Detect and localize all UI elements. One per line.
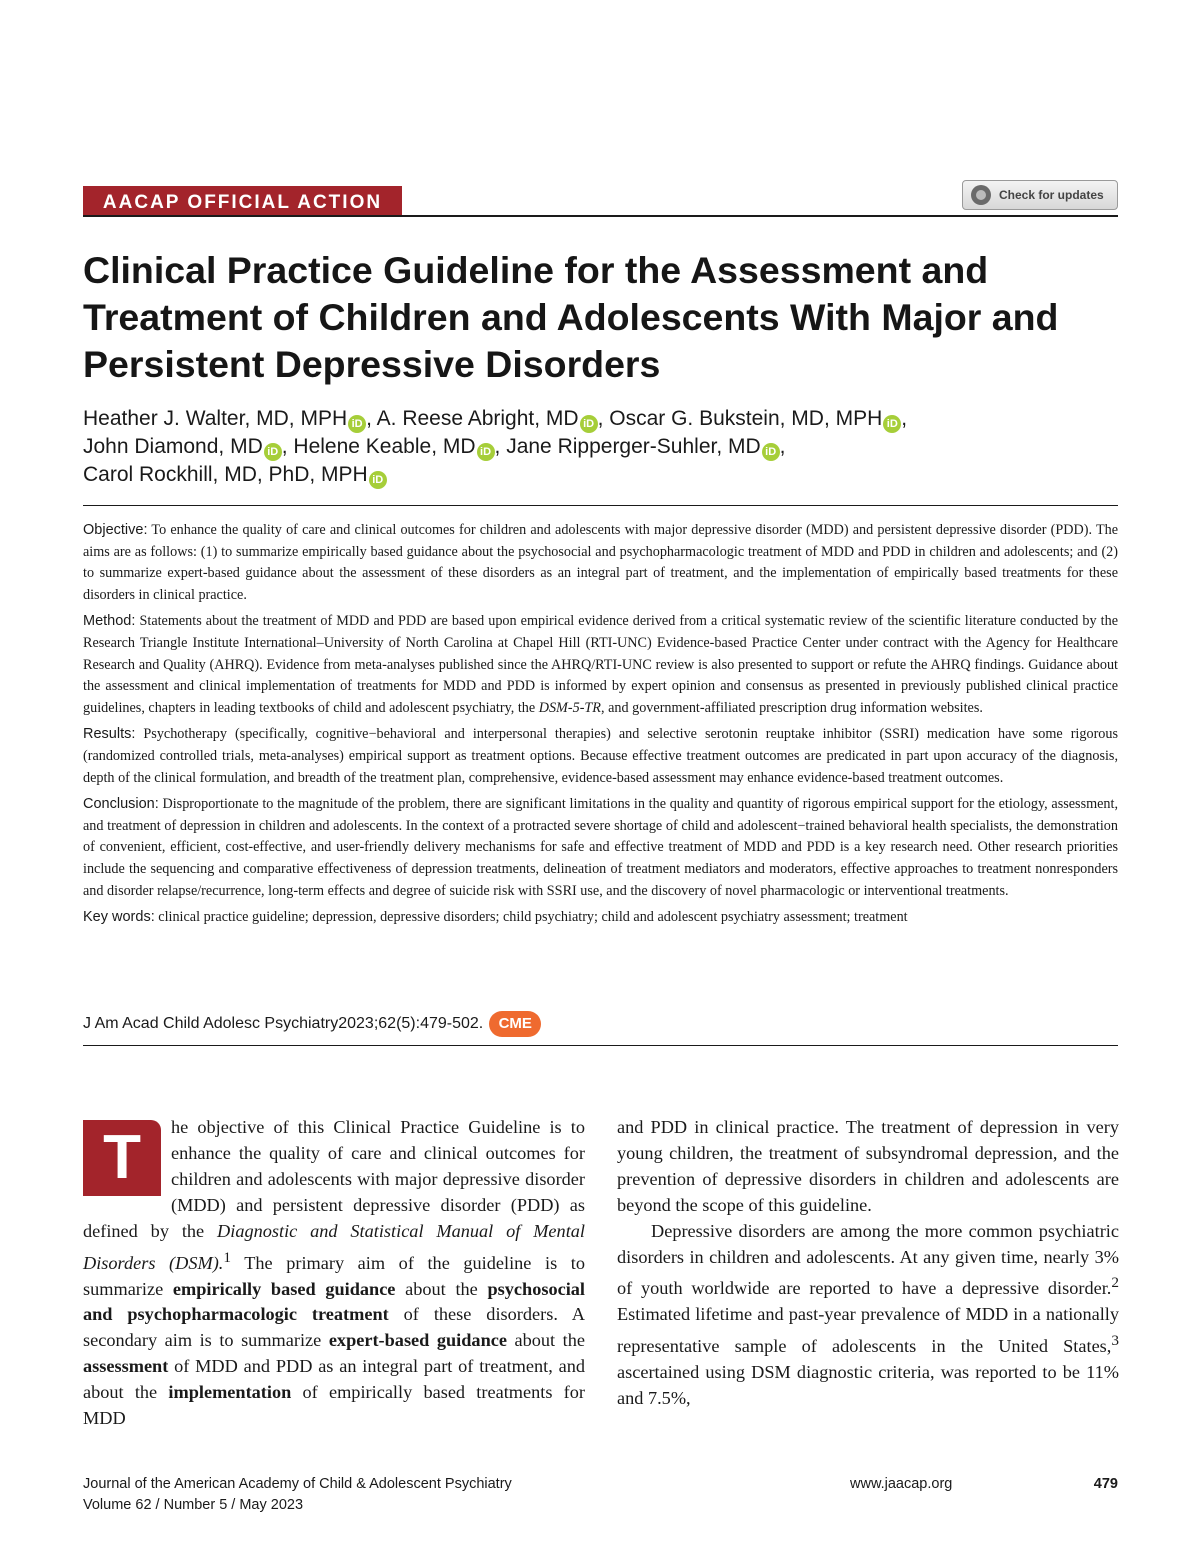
author-name[interactable]: Helene Keable, MD [293,435,476,458]
objective-heading: Objective: [83,522,148,538]
method-text: Statements about the treatment of MDD and PDD are based upon empirical evidence derived from a critical systematic review of the scientific literature conducted by the Research Triangle Institute International–University of North Carolina at Chapel Hill (RTI-UNC) Evidence-based Practice Center under contract with the Agency for Healthcare Research and Quality (AHRQ). Evidence from meta-analyses published since the AHRQ/RTI-UNC review is also presented to support or refute the AHRQ findings. Guidance about the assessment and clinical implementation of treatments for MDD and PDD is informed by expert opinion and consensus as presented in previously published clinical practice guidelines, chapters in leading textbooks of child and adolescent psychiatry, the [83,613,1119,716]
dsm-title-italic: Diagnostic and Statistical Manual of Mental Disorders (DSM). [83,1220,585,1273]
body-column-right [617,1115,1119,1412]
footer-issue: Volume 62 / Number 5 / May 2023 [83,1497,304,1513]
author-name[interactable]: Oscar G. Bukstein, MD, MPH [609,407,883,430]
update-check-icon [971,185,991,205]
citation-details: 2023;62(5):479-502. [338,1015,484,1032]
abstract-results [83,724,1118,789]
bold-term: assessment [83,1356,169,1377]
abstract-keywords [83,907,1118,929]
orcid-icon[interactable]: iD [477,443,495,461]
author-name[interactable]: A. Reese Abright, MD [376,407,579,430]
abstract-top-rule [83,505,1118,506]
body-paragraph: and PDD in clinical practice. The treatment of depression in very young children, the treatment of subsyndromal depression, and the prevention of depressive disorders in children and adolescents are beyond the scope of this guideline. [617,1117,1119,1215]
body-text: of empirically based treatments for MDD [83,1382,585,1429]
citation-line [83,1011,541,1037]
body-text: he objective of this Clinical Practice Guideline is to enhance the quality of care and clinical outcomes for children and adolescents with major depressive disorder (MDD) and persistent depressive disorder (PDD) as defined by the [83,1117,585,1241]
body-paragraph [617,1219,1119,1413]
footer-journal: Journal of the American Academy of Child & Adolescent Psychiatry [83,1476,512,1492]
conclusion-text: Disproportionate to the magnitude of the problem, there are significant limitations in the quality and quantity of rigorous empirical support for the etiology, assessment, and treatment of depression in children and adolescents. In the context of a protracted severe shortage of child and adolescent−trained behavioral health specialists, the demonstration of convenient, efficient, cost-effective, and user-friendly delivery mechanisms for safe and effective treatment of MDD and PDD is a key research need. Other research priorities include the sequencing and comparative effectiveness of depression treatments, delineation of treatment mediators and moderators, effective approaches to treatment nonresponders and disorder relapse/recurrence, long-term effects and degree of suicide risk with SSRI use, and the discovery of novel pharmacologic or interventional treatments. [83,796,1119,899]
footer-url-link[interactable]: www.jaacap.org [850,1476,953,1492]
method-text-end: , and government-affiliated prescription drug information websites. [600,699,983,716]
abstract [83,520,1118,934]
body-text: Depressive disorders are among the more common psychiatric disorders in children and adolescents. At any given time, nearly 3% of youth worldwide are reported to have a depressive disorder. [617,1220,1119,1299]
reference-superscript[interactable]: 3 [1111,1332,1119,1350]
orcid-icon[interactable]: iD [883,415,901,433]
results-text: Psychotherapy (specifically, cognitive−behavioral and interpersonal therapies) and selective serotonin reuptake inhibitor (SSRI) medication have some rigorous (randomized controlled trials, meta-analyses) empirical support as treatment options. Because effective treatment outcomes are predicated in part upon accuracy of the diagnosis, depth of the clinical formulation, and breadth of the treatment plan, comprehensive, evidence-based assessment may enhance evidence-based treatment outcomes. [83,726,1118,786]
objective-text: To enhance the quality of care and clinical outcomes for children and adolescents with major depressive disorder (MDD) and persistent depressive disorder (PDD). The aims are as follows: (1) to summarize empirically based guidance about the psychosocial and psychopharmacologic treatment of MDD and PDD in children and adolescents; and (2) to summarize expert-based guidance about the assessment of these disorders as an integral part of treatment, and the implementation of empirically based treatments for these disorders in clinical practice. [83,522,1118,603]
bold-term: expert-based guidance [328,1330,507,1351]
body-text: about the [506,1330,585,1351]
conclusion-heading: Conclusion: [83,796,159,813]
body-text: ascertained using DSM diagnostic criteria, was reported to be 11% and 7.5%, [617,1362,1119,1409]
abstract-objective [83,520,1118,606]
method-italic-text: DSM-5-TR [538,699,601,716]
abstract-bottom-rule [83,1045,1118,1046]
orcid-icon[interactable]: iD [762,443,780,461]
bold-term: implementation [168,1382,292,1403]
body-text: about the [395,1278,488,1299]
page-number: 479 [1093,1476,1118,1492]
results-heading: Results: [83,726,136,743]
abstract-conclusion [83,794,1118,902]
cme-badge[interactable]: CME [489,1011,541,1037]
bold-term: psychosocial and psychopharmacologic treatment [83,1278,585,1325]
article-title: Clinical Practice Guideline for the Assessment and Treatment of Children and Adolescents With Major and Persistent Depressive Disorders [83,249,1059,385]
abstract-method [83,611,1118,719]
method-heading: Method: [83,613,136,630]
author-list: Heather J. Walter, MD, MPH iD , A. Reese Abright, MD iD , Oscar G. Bukstein, MD, MPH iD , John Diamond, MD iD , Helene Keable, MD iD , Jane Ripperger-Suhler, MD iD , Carol Rockhill, MD, PhD, MPH iD [83,405,1123,489]
header-rule [83,215,1118,217]
body-column-left [83,1115,585,1432]
drop-cap: T [83,1120,161,1196]
orcid-icon[interactable]: iD [369,471,387,489]
bold-term: empirically based guidance [172,1278,396,1299]
orcid-icon[interactable]: iD [580,415,598,433]
body-text: of these disorders. A secondary aim is to summarize [83,1304,586,1351]
body-text: of MDD and PDD as an integral part of treatment, and about the [83,1356,585,1403]
reference-superscript[interactable]: 1 [223,1248,231,1266]
reference-superscript[interactable]: 2 [1111,1274,1119,1292]
citation-journal: J Am Acad Child Adolesc Psychiatry [83,1015,339,1032]
check-for-updates-label: Check for updates [999,188,1104,202]
body-paragraph [83,1115,585,1432]
author-name[interactable]: Carol Rockhill, MD, PhD, MPH [83,463,368,486]
orcid-icon[interactable]: iD [264,443,282,461]
author-name[interactable]: John Diamond, MD [83,435,263,458]
orcid-icon[interactable]: iD [348,415,366,433]
keywords-text: clinical practice guideline; depression, depressive disorders; child psychiatry; child and adolescent psychiatry assessment; treatment [158,909,908,926]
check-for-updates-button[interactable] [962,180,1118,210]
author-name[interactable]: Jane Ripperger-Suhler, MD [506,435,761,458]
author-name[interactable]: Heather J. Walter, MD, MPH [83,407,348,430]
body-text: Estimated lifetime and past-year prevalence of MDD in a nationally representative sample of adolescents in the United States, [617,1304,1119,1357]
body-text: The primary aim of the guideline is to summarize [83,1252,585,1299]
keywords-heading: Key words: [83,909,155,926]
section-badge: AACAP OFFICIAL ACTION [83,186,402,216]
